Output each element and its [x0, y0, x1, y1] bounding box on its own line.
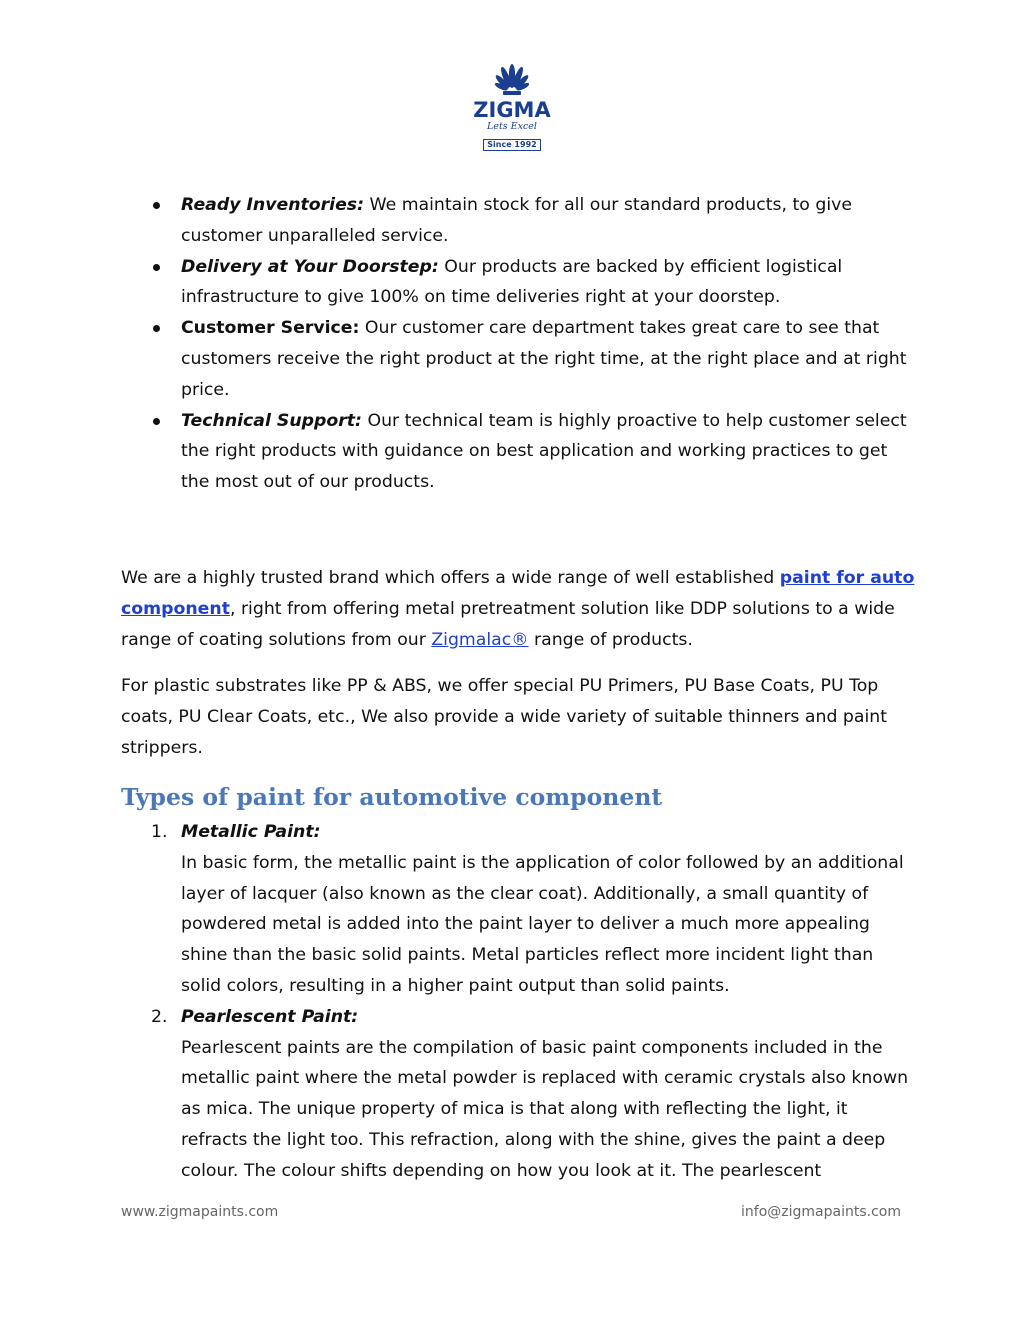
bullet-title: Ready Inventories:	[181, 195, 364, 215]
bullet-icon	[153, 325, 160, 332]
bullet-title: Customer Service:	[181, 318, 360, 339]
item-number: 2.	[151, 1006, 168, 1027]
footer-website: www.zigmapaints.com	[121, 1204, 279, 1220]
list-item	[0, 190, 1024, 252]
bullet-text: We maintain stock for all our standard products, to give customer unparalleled service.	[181, 195, 852, 246]
list-item	[0, 313, 1024, 405]
bullet-icon	[153, 202, 160, 209]
para-text: range of products.	[528, 629, 693, 650]
zigma-logo	[468, 62, 556, 162]
bullet-title: Delivery at Your Doorstep:	[181, 256, 439, 277]
zigmalac-link[interactable]: Zigmalac®	[431, 629, 529, 650]
list-item	[0, 406, 1024, 498]
shell-fan-icon	[492, 62, 532, 98]
item-text: Pearlescent paints are the compilation of basic paint components included in the metallic paint where the metal powder is replaced with ceramic crystals also known as mica. The unique property of mica is that along with reflecting the light, it refracts the light too. This refraction, along with the shine, gives the paint a deep colour. The colour shifts depending on how you look at it. The pearlescent	[181, 1037, 909, 1181]
logo-tagline: Lets Excel	[487, 121, 537, 132]
bullet-text: Our products are backed by efficient logistical infrastructure to give 100% on time deliveries right at your doorstep.	[181, 256, 843, 308]
item-title: Metallic Paint:	[181, 822, 321, 842]
list-item	[0, 1002, 1024, 1187]
paint-types-list	[0, 817, 1024, 1187]
logo-brand: ZIGMA	[473, 98, 551, 122]
features-list	[0, 190, 1024, 498]
bullet-text: Our technical team is highly proactive to help customer select the right products with guidance on best application and working practices to get the most out of our products.	[181, 410, 907, 493]
bullet-text: Our customer care department takes great care to see that customers receive the right product at the right time, at the right place and at right price.	[181, 318, 907, 400]
bullet-icon	[153, 264, 160, 271]
logo-since-badge: Since 1992	[483, 139, 540, 151]
para-text: , right from offering metal pretreatment solution like DDP solutions to a wide range of coating solutions from our	[121, 598, 895, 650]
plastic-substrates-paragraph: For plastic substrates like PP & ABS, we offer special PU Primers, PU Base Coats, PU Top coats, PU Clear Coats, etc., We also provide a wide variety of suitable thinners and paint strippers.	[121, 676, 888, 758]
para-text: We are a highly trusted brand which offers a wide range of well established	[121, 568, 780, 588]
paint-for-auto-component-link[interactable]: paint for auto component	[121, 568, 915, 619]
item-number: 1.	[151, 822, 168, 842]
item-text: In basic form, the metallic paint is the application of color followed by an additional layer of lacquer (also known as the clear coat). Additionally, a small quantity of powdered metal is added into the paint layer to deliver a much more appealing shine than the basic solid paints. Metal particles reflect more incident light than solid colors, resulting in a higher paint output than solid paints.	[181, 852, 904, 996]
footer-email: info@zigmapaints.com	[741, 1204, 901, 1220]
list-item	[0, 817, 1024, 1002]
item-title: Pearlescent Paint:	[181, 1006, 359, 1027]
bullet-title: Technical Support:	[181, 410, 362, 431]
bullet-icon	[153, 418, 160, 425]
section-heading: Types of paint for automotive component	[121, 783, 663, 811]
list-item	[0, 252, 1024, 314]
intro-paragraph	[121, 563, 921, 655]
